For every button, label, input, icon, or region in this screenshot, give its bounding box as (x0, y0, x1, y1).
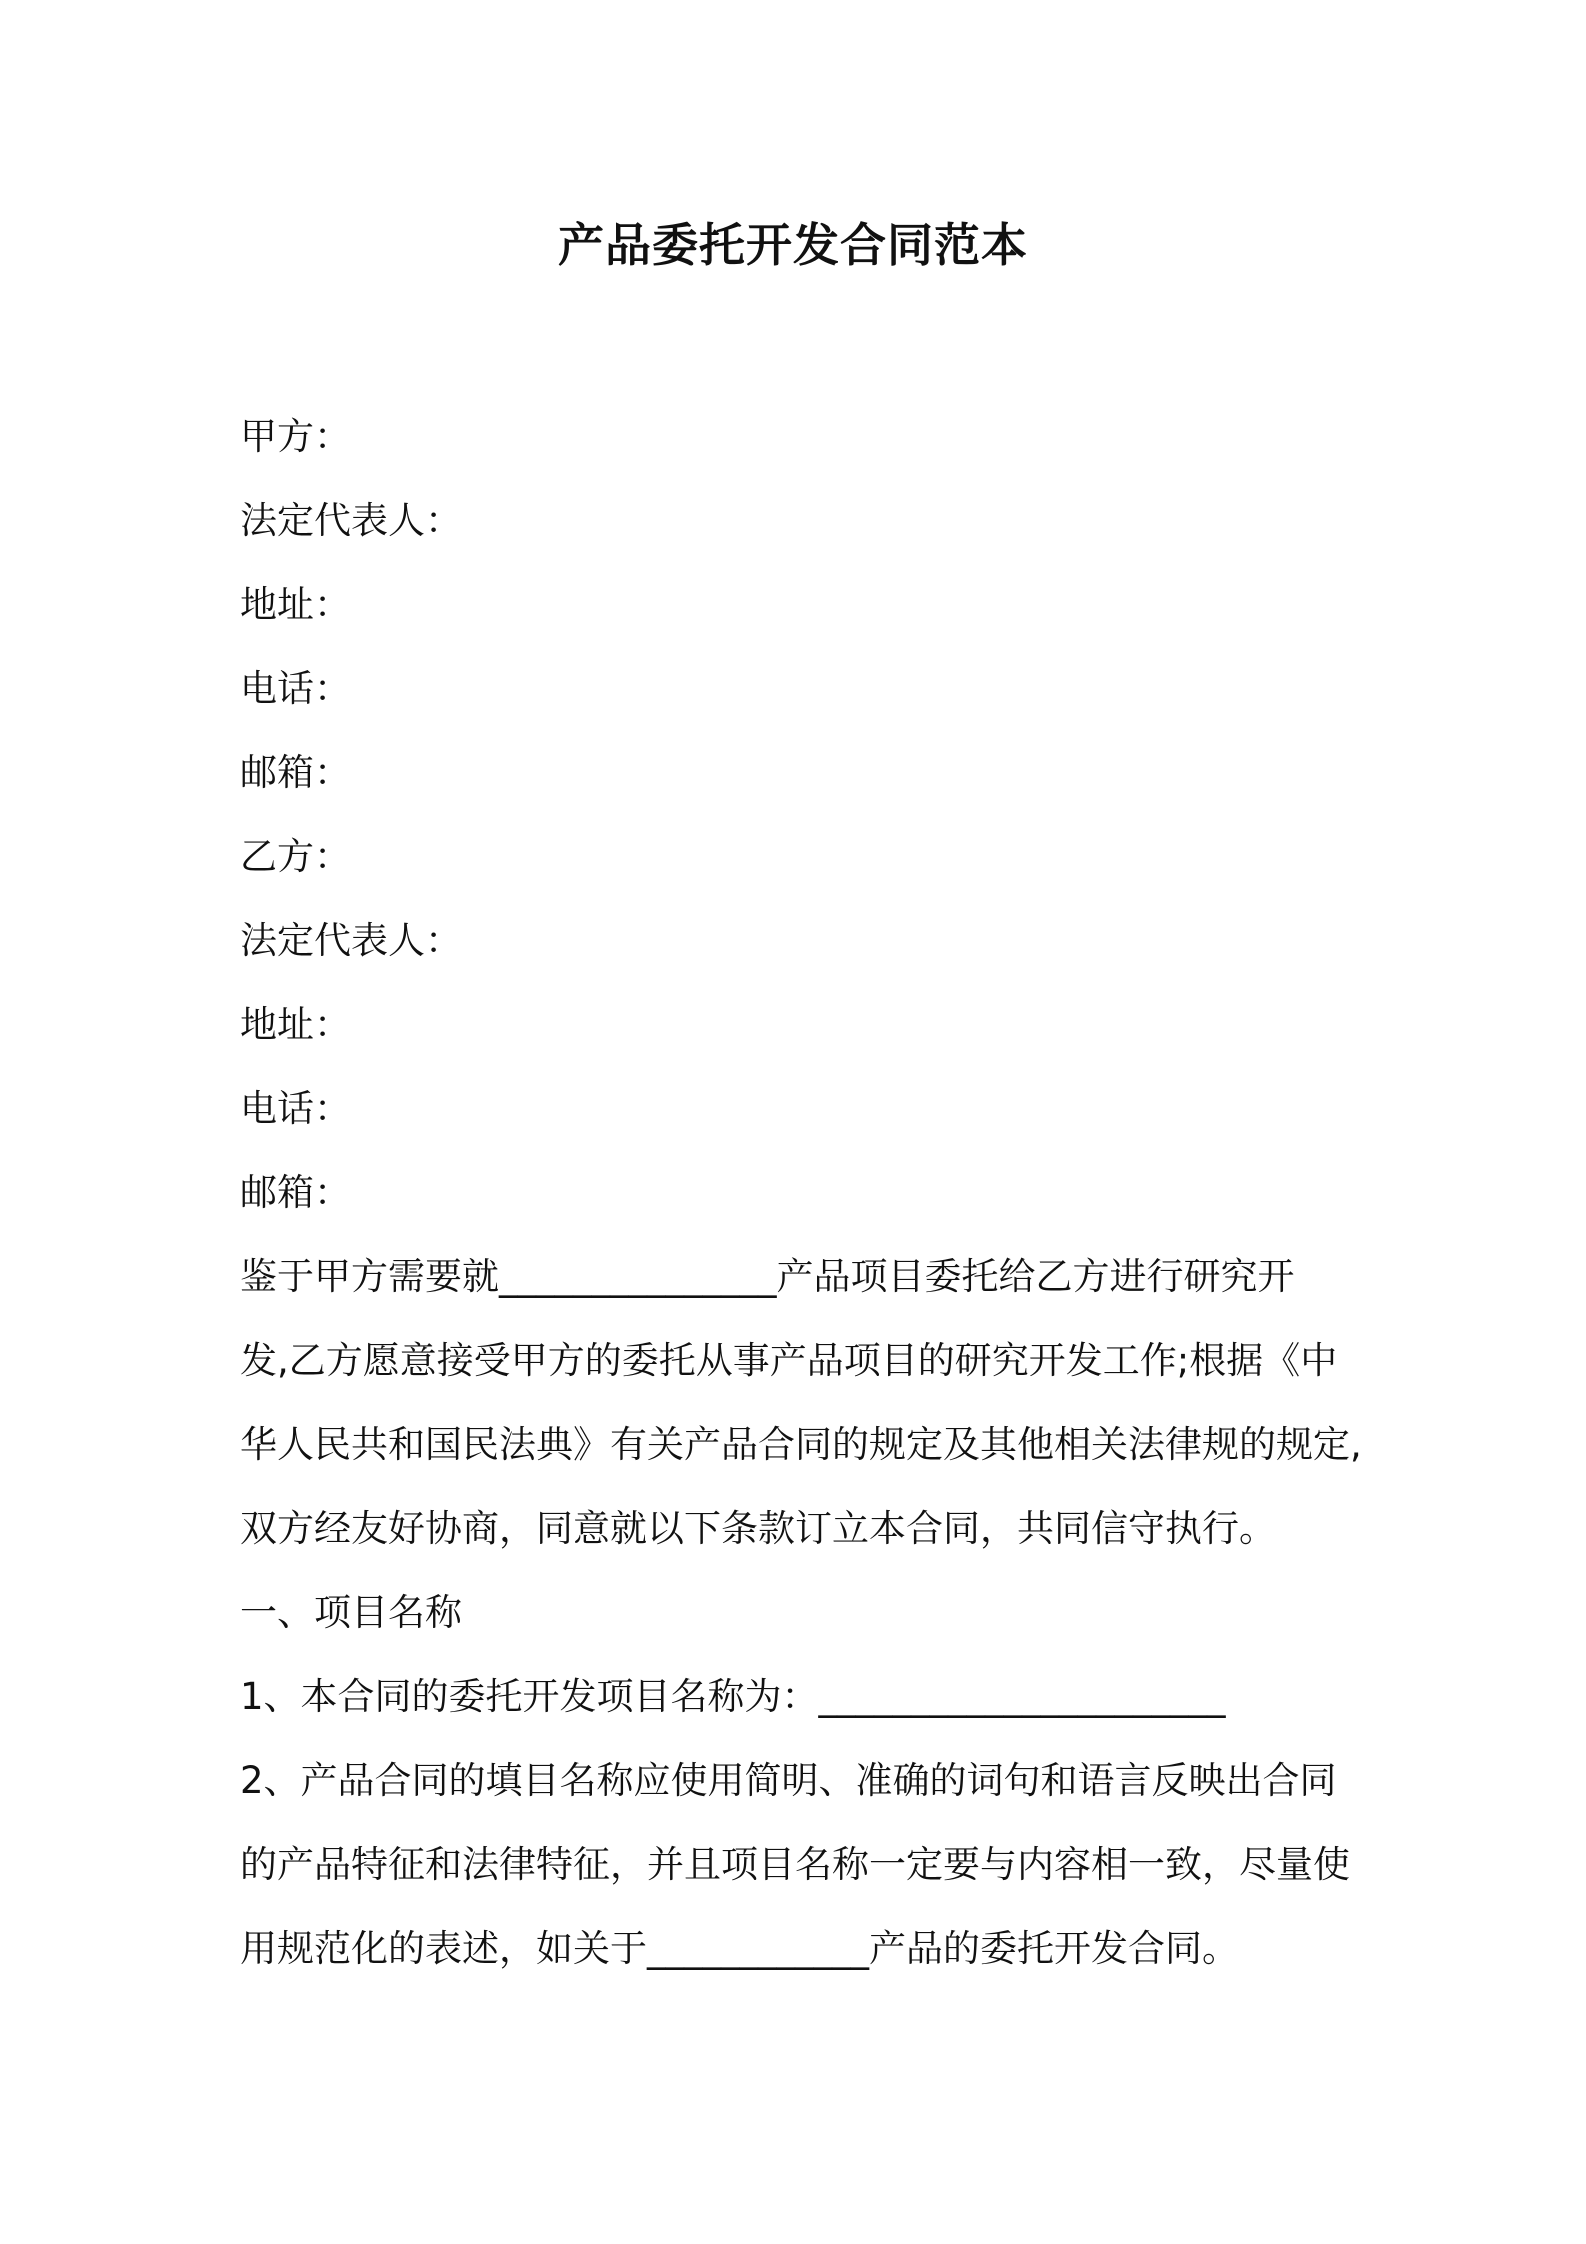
section-1-item-1: 1、本合同的委托开发项目名称为：______________________ (240, 1675, 1226, 1718)
section-1-heading: 一、项目名称 (240, 1591, 462, 1634)
party-a-legal-rep: 法定代表人： (240, 499, 462, 542)
section-1-item-2-line-1: 2、产品合同的填目名称应使用简明、准确的词句和语言反映出合同 (240, 1759, 1337, 1802)
party-b-phone: 电话： (240, 1087, 351, 1130)
party-b-email: 邮箱： (240, 1171, 351, 1214)
party-b-legal-rep: 法定代表人： (240, 919, 462, 962)
preamble-line-4: 双方经友好协商，同意就以下条款订立本合同，共同信守执行。 (240, 1507, 1276, 1550)
document-title: 产品委托开发合同范本 (558, 218, 1028, 272)
preamble-line-2: 发,乙方愿意接受甲方的委托从事产品项目的研究开发工作;根据《中 (240, 1339, 1338, 1382)
preamble-line-1: 鉴于甲方需要就_______________产品项目委托给乙方进行研究开 (240, 1255, 1295, 1298)
party-b-address: 地址： (240, 1003, 351, 1046)
party-a-phone: 电话： (240, 667, 351, 710)
section-1-item-2-line-3: 用规范化的表述，如关于____________产品的委托开发合同。 (240, 1927, 1239, 1970)
section-1-item-2-line-2: 的产品特征和法律特征，并且项目名称一定要与内容相一致，尽量使 (240, 1843, 1350, 1886)
party-a-address: 地址： (240, 583, 351, 626)
party-b-label: 乙方： (240, 835, 351, 878)
party-a-label: 甲方： (240, 415, 351, 458)
party-a-email: 邮箱： (240, 751, 351, 794)
preamble-line-3: 华人民共和国民法典》有关产品合同的规定及其他相关法律规的规定, (240, 1423, 1362, 1466)
